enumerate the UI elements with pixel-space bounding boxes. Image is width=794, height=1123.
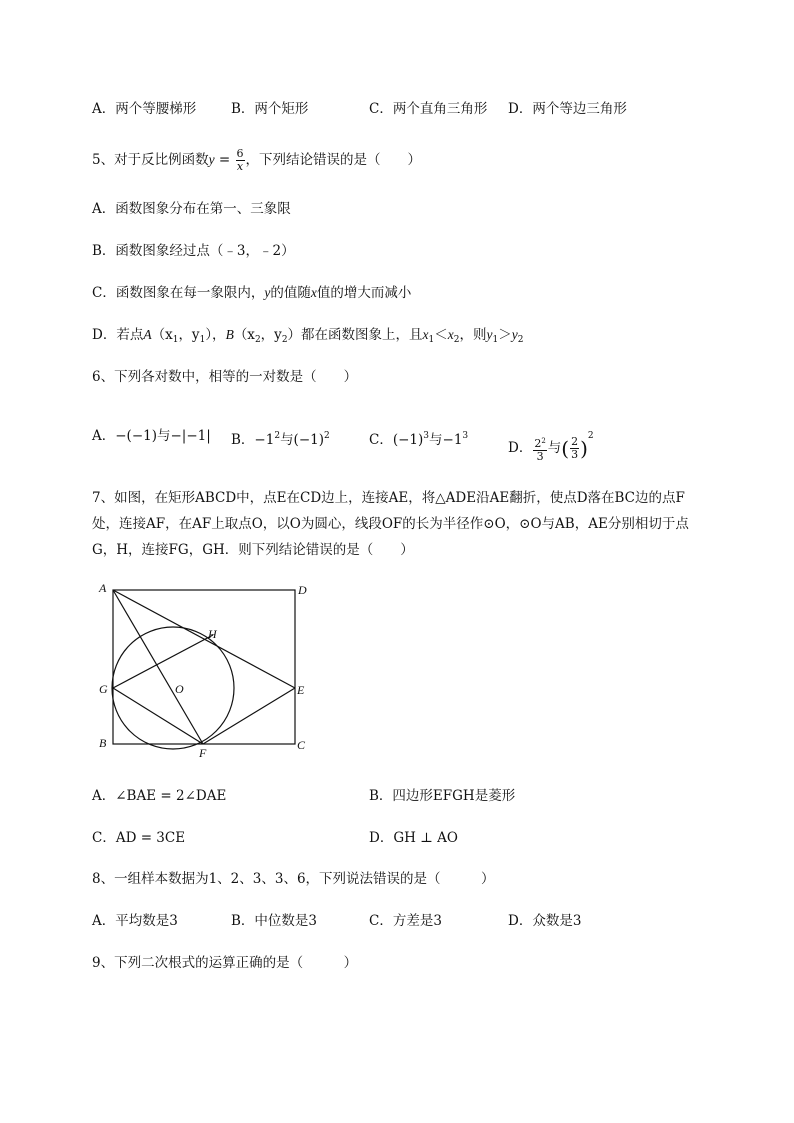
q4-option-b: B．两个矩形 (231, 101, 309, 117)
q8-option-c: C．方差是3 (369, 913, 442, 929)
q8-stem: 8、一组样本数据为1、2、3、3、6，下列说法错误的是（ ） (92, 871, 495, 887)
q5-option-b: B．函数图象经过点（﹣3，﹣2） (92, 243, 295, 259)
segment-af (113, 590, 203, 744)
q6-stem: 6、下列各对数中，相等的一对数是（ ） (92, 369, 358, 385)
q7-option-a: A．∠BAE = 2∠DAE (92, 788, 227, 804)
label-c: C (297, 738, 306, 752)
q5-stem: 5、对于反比例函数y = $\frac{6}{x}$ ，下列结论错误的是（ ） (92, 147, 421, 173)
q8-option-b: B．中位数是3 (231, 913, 318, 929)
segment-gf (113, 688, 203, 744)
segment-gh (113, 635, 213, 688)
q7-stem-line3: G，H，连接FG，GH．则下列结论错误的是（ ） (92, 542, 414, 558)
label-h: H (208, 627, 217, 641)
label-g: G (99, 682, 108, 696)
fraction: $\frac{2}{3}$ (571, 435, 579, 461)
q6-option-b: B．$-1^2$与$(-1)^2$ (231, 431, 330, 448)
q6-option-c: C．$(-1)^3$与$-1^3$ (369, 431, 469, 448)
label-a: A (99, 581, 107, 595)
q7-option-c: C．AD = 3CE (92, 830, 186, 846)
q4-option-c: C．两个直角三角形 (369, 101, 488, 117)
q5-option-a: A．函数图象分布在第一、三象限 (92, 201, 291, 217)
rectangle-abcd (113, 590, 295, 744)
q8-option-d: D．众数是3 (508, 913, 582, 929)
fraction: $\frac{2^2}{3}$ (534, 436, 546, 463)
q7-option-b: B．四边形EFGH是菱形 (369, 788, 516, 804)
q7-stem-line2: 处，连接AF，在AF上取点O，以O为圆心，线段OF的长为半径作⊙O，⊙O与AB，AE分别相切于点 (92, 516, 689, 532)
label-e: E (297, 683, 305, 697)
q4-option-a: A．两个等腰梯形 (92, 101, 197, 117)
q8-option-a: A．平均数是3 (92, 913, 178, 929)
q6-option-d: D． $\frac{2^2}{3}$ 与( $\frac{2}{3}$ )$^2$ (508, 431, 594, 463)
q7-figure (95, 580, 325, 760)
q5-option-c: C．函数图象在每一象限内，y的值随x值的增大而减小 (92, 285, 412, 301)
label-d: D (298, 583, 307, 597)
q7-option-d: D．GH ⊥ AO (369, 830, 458, 846)
q6-option-a: A．−(−1)与−|−1| (92, 428, 211, 444)
q7-stem-line1: 7、如图，在矩形ABCD中，点E在CD边上，连接AE，将△ADE沿AE翻折，使点D落在BC边的点F (92, 490, 685, 506)
label-o: O (175, 682, 184, 696)
q5-option-d: D．若点$A(x_1$，$y_1$），$B(x_2$，$y_2$）都在函数图象上，且$x_1<x_2$，则$y_1>y_2$ (92, 327, 524, 345)
q4-option-d: D．两个等边三角形 (508, 101, 627, 117)
q9-stem: 9、下列二次根式的运算正确的是（ ） (92, 955, 358, 971)
segment-fe (203, 688, 295, 744)
fraction: $\frac{6}{x}$ (236, 147, 244, 173)
label-f: F (199, 746, 207, 760)
label-b: B (99, 736, 107, 750)
